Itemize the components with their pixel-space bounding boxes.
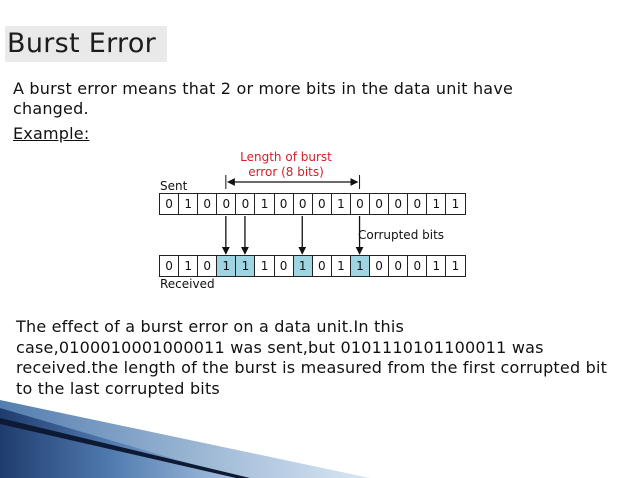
- received-bit-11: 0: [370, 255, 389, 277]
- sent-bit-12: 0: [389, 193, 408, 215]
- corrupted-bits-label: Corrupted bits: [358, 228, 445, 242]
- received-bit-3: 1: [217, 255, 236, 277]
- sent-bit-6: 0: [275, 193, 294, 215]
- received-bit-15: 1: [446, 255, 465, 277]
- intro-paragraph: A burst error means that 2 or more bits in the data unit have changed.: [13, 79, 514, 118]
- sent-bit-2: 0: [198, 193, 217, 215]
- burst-length-label-line2: error (8 bits): [248, 165, 324, 179]
- effect-paragraph: The effect of a burst error on a data unit.In this case,0100010001000011 was sent,but 0101110101100011 was received.the length of the burst is measured from the first corrupted bit to the last corrupted bits: [16, 317, 608, 398]
- received-bit-14: 1: [427, 255, 446, 277]
- sent-bit-7: 0: [294, 193, 313, 215]
- received-bit-8: 0: [313, 255, 332, 277]
- received-label: Received: [160, 277, 215, 291]
- footer-decoration: [0, 400, 638, 478]
- sent-bit-13: 0: [408, 193, 427, 215]
- received-bit-0: 0: [159, 255, 179, 277]
- received-bit-10: 1: [351, 255, 370, 277]
- received-bit-6: 0: [275, 255, 294, 277]
- sent-bit-3: 0: [217, 193, 236, 215]
- example-label: Example:: [13, 124, 90, 143]
- sent-bit-4: 0: [236, 193, 255, 215]
- received-bit-5: 1: [255, 255, 274, 277]
- sent-bit-14: 1: [427, 193, 446, 215]
- received-bit-1: 1: [179, 255, 198, 277]
- sent-bit-10: 0: [351, 193, 370, 215]
- sent-bit-15: 1: [446, 193, 465, 215]
- sent-bit-8: 0: [313, 193, 332, 215]
- received-bit-4: 1: [236, 255, 255, 277]
- sent-bit-11: 0: [370, 193, 389, 215]
- received-bit-9: 1: [332, 255, 351, 277]
- slide-title: Burst Error: [5, 26, 167, 62]
- burst-length-label-line1: Length of burst: [240, 150, 332, 164]
- sent-bit-9: 1: [332, 193, 351, 215]
- received-bit-12: 0: [389, 255, 408, 277]
- sent-label: Sent: [160, 179, 188, 193]
- sent-bit-0: 0: [159, 193, 179, 215]
- received-bit-13: 0: [408, 255, 427, 277]
- sent-bit-1: 1: [179, 193, 198, 215]
- received-bit-2: 0: [198, 255, 217, 277]
- sent-bit-5: 1: [255, 193, 274, 215]
- received-bit-7: 1: [294, 255, 313, 277]
